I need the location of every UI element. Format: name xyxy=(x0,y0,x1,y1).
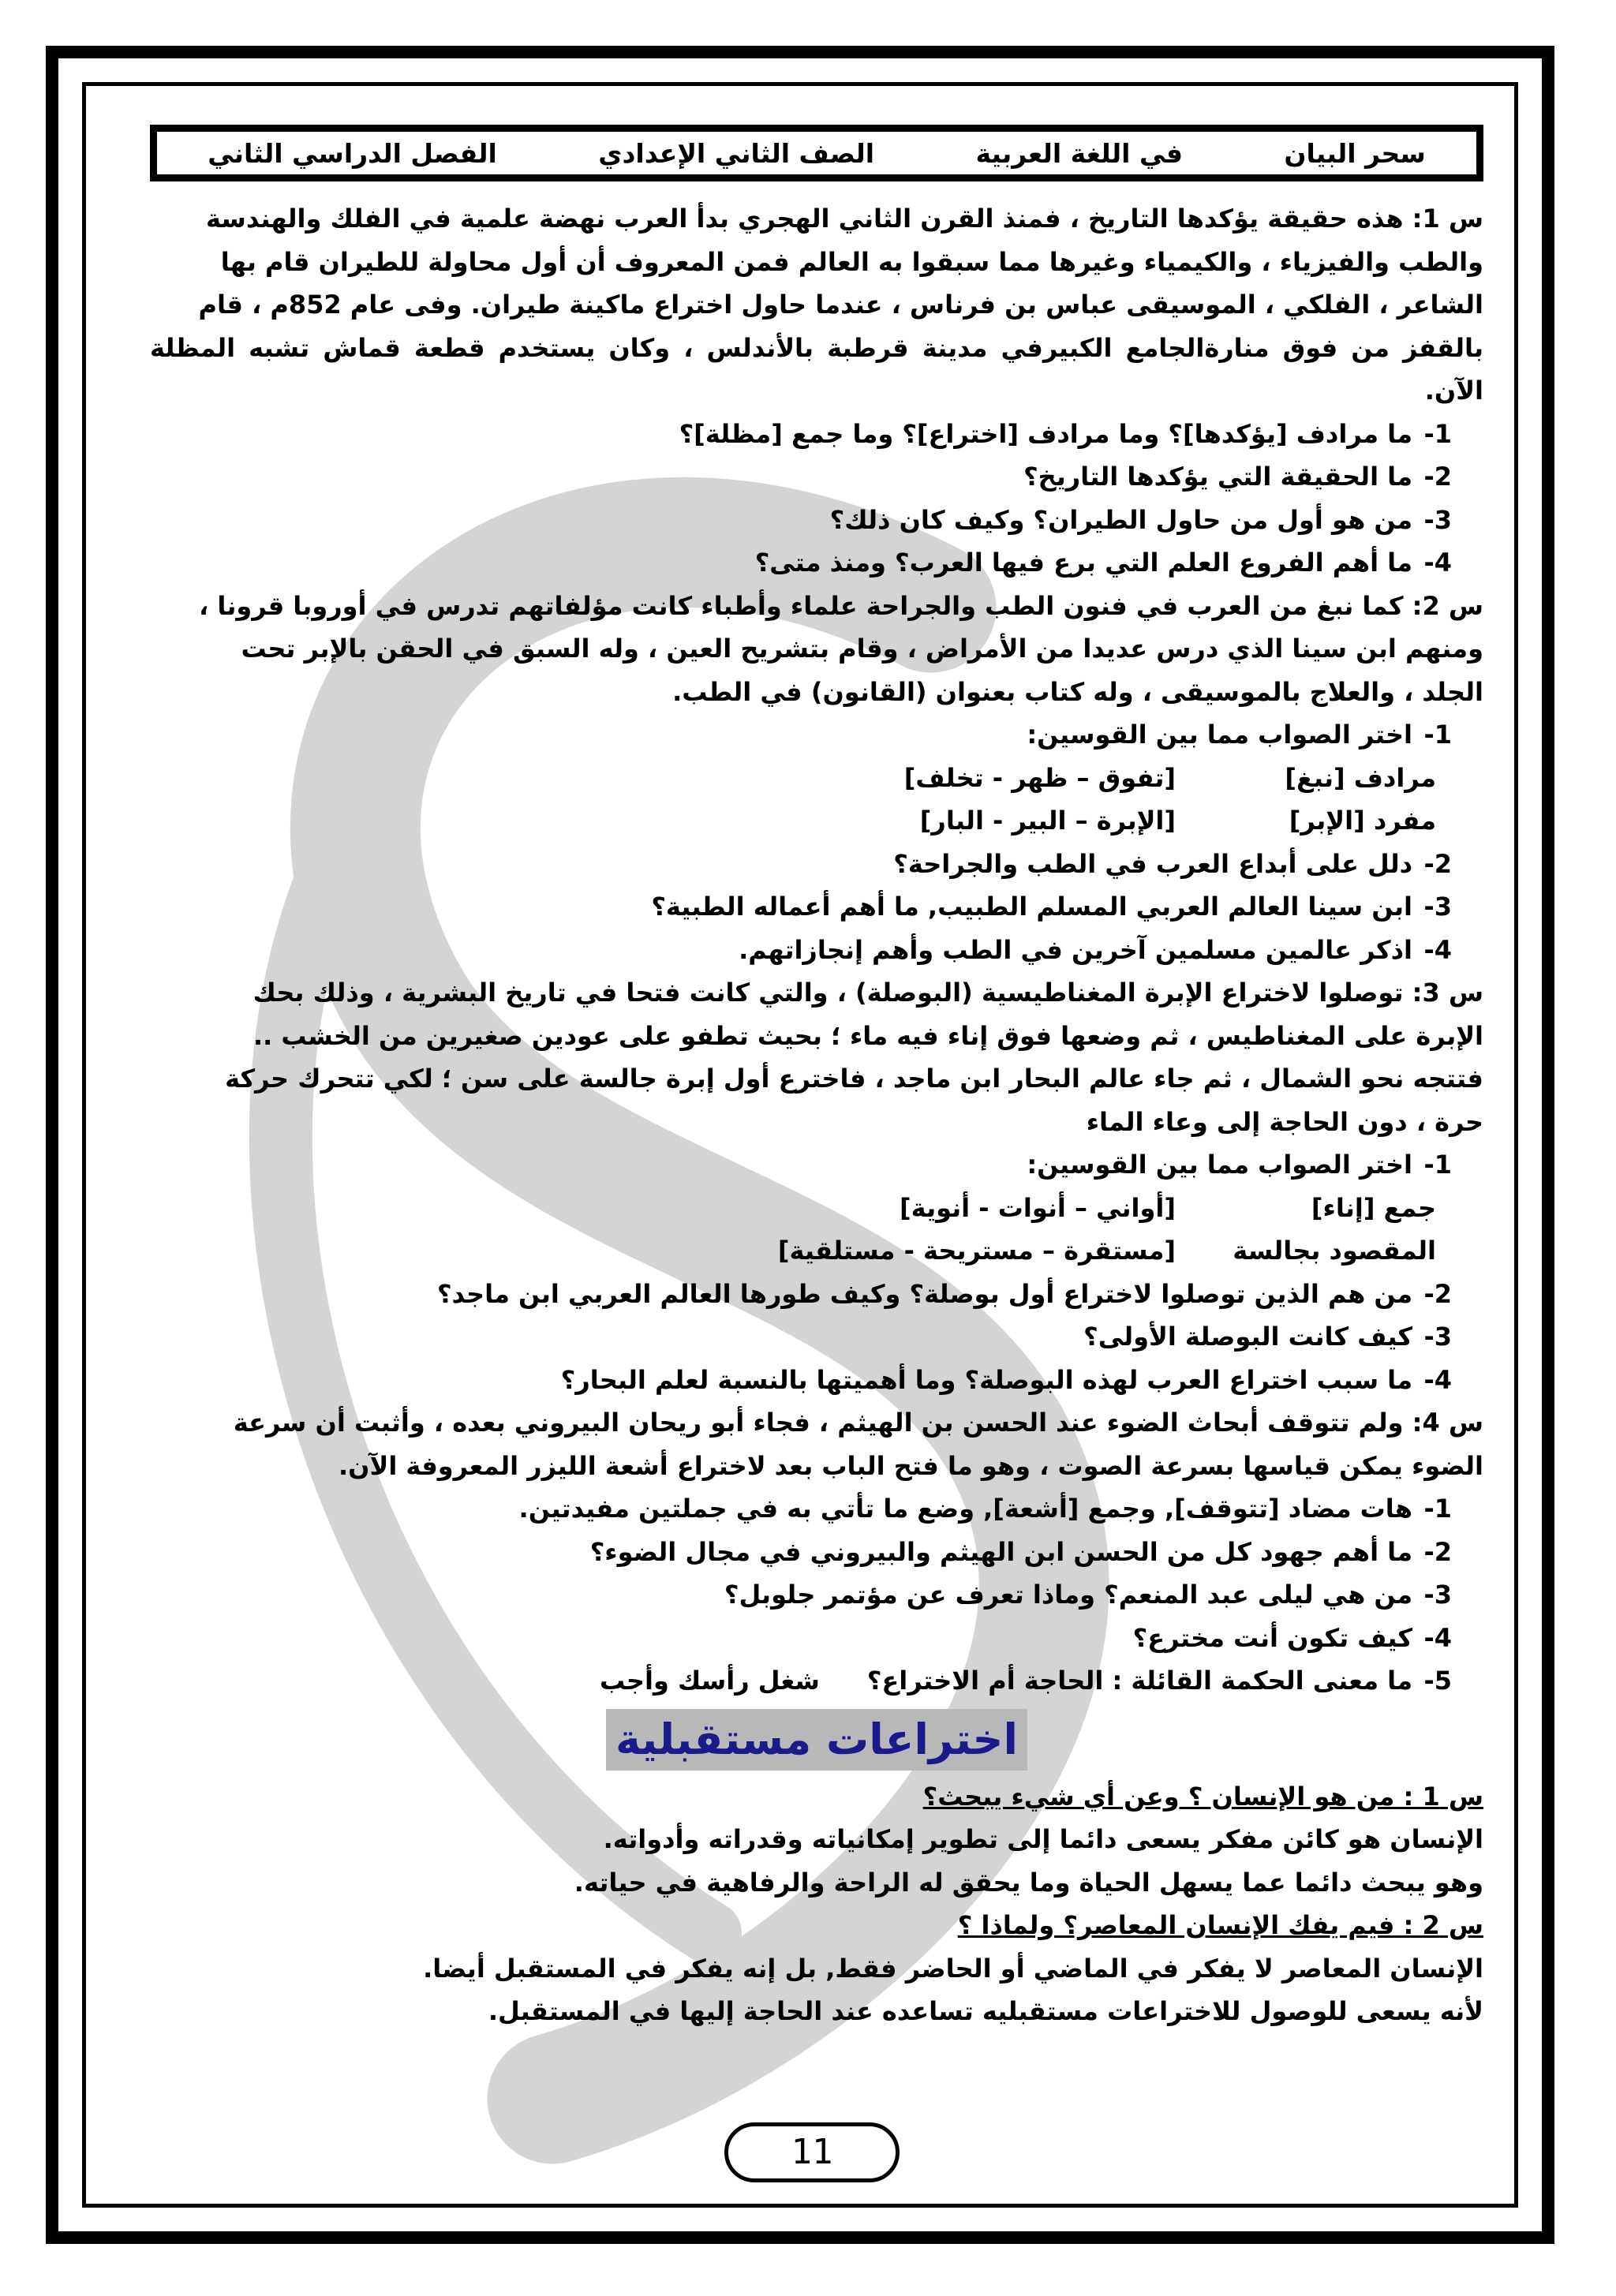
passage-line: حرة ، دون الحاجة إلى وعاء الماء xyxy=(1086,1106,1483,1137)
passage-line: فتتجه نحو الشمال ، ثم جاء عالم البحار ابن ماجد ، فاخترع أول إبرة جالسة على سن ؛ لكي تتحرك حركة xyxy=(225,1064,1483,1094)
passage-line: س 3: توصلوا لاختراع الإبرة المغناطيسية (البوصلة) ، والتي كانت فتحا في تاريخ البشرية ، وذلك بحك xyxy=(252,978,1483,1008)
header-bar xyxy=(150,125,1483,181)
question-item: 3-من هو أول من حاول الطيران؟ وكيف كان ذلك؟ xyxy=(829,504,1452,535)
choice-row: المقصود بجالسة [مستقرة – مستريحة - مستلقية] xyxy=(777,1236,1436,1266)
choice-row: جمع [إناء] [أواني – أنوات - أنوية] xyxy=(900,1192,1436,1223)
section-question: س 1 : من هو الإنسان ؟ وعن أي شيء يبحث؟ xyxy=(922,1781,1483,1812)
header-title: سحر البيان xyxy=(1284,137,1426,169)
passage-line: ومنهم ابن سينا الذي درس عديدا من الأمراض ، وقام بتشريح العين ، وله السبق في الحقن بالإبر تحت xyxy=(241,634,1483,664)
passage-line: الضوء يمكن قياسها بسرعة الصوت ، وهو ما فتح الباب بعد لاختراع أشعة الليزر المعروفة الآن. xyxy=(339,1450,1483,1481)
question-item: 3-ابن سينا العالم العربي المسلم الطبيب, ما أهم أعماله الطبية؟ xyxy=(651,892,1452,922)
question-item: 1-هات مضاد [تتوقف], وجمع [أشعة], وضع ما تأتي به في جملتين مفيدتين. xyxy=(518,1494,1452,1524)
choice-row: مفرد [الإبر] [الإبرة – البير - البار] xyxy=(919,806,1436,836)
passage-line: والطب والفيزياء ، والكيمياء وغيرها مما سبقوا به العالم فمن المعروف أن أول محاولة للطيران قام بها xyxy=(220,246,1483,277)
page-content xyxy=(150,125,1483,2113)
header-subject: في اللغة العربية xyxy=(975,137,1183,169)
question-item: 1-اختر الصواب مما بين القوسين: xyxy=(1027,720,1452,750)
question-item: 3-كيف كانت البوصلة الأولى؟ xyxy=(1083,1322,1452,1352)
question-item: 4-كيف تكون أنت مخترع؟ xyxy=(1132,1622,1452,1653)
answer-line: الإنسان هو كائن مفكر يسعى دائما إلى تطوير إمكانياته وقدراته وأدواته. xyxy=(603,1824,1483,1854)
section-question: س 2 : فيم يفك الإنسان المعاصر؟ ولماذا ؟ xyxy=(957,1910,1483,1940)
passage-line: الشاعر ، الفلكي ، الموسيقى عباس بن فرناس ، عندما حاول اختراع ماكينة طيران. وفى عام 852م ، قام xyxy=(198,290,1483,320)
tip-text: شغل رأسك وأجب xyxy=(600,1666,820,1696)
question-item: 1-ما مرادف [يؤكدها]؟ وما مرادف [اختراع]؟ وما جمع [مظلة]؟ xyxy=(679,418,1452,449)
question-item: 5-ما معنى الحكمة القائلة : الحاجة أم الاختراع؟شغل رأسك وأجب xyxy=(600,1666,1452,1696)
worksheet-body xyxy=(150,197,1483,2033)
answer-line: لأنه يسعى للوصول للاختراعات مستقبليه تساعده عند الحاجة إليها في المستقبل. xyxy=(488,1996,1483,2026)
answer-line: الإنسان المعاصر لا يفكر في الماضي أو الحاضر فقط, بل إنه يفكر في المستقبل أيضا. xyxy=(423,1953,1483,1984)
question-item: 2-ما أهم جهود كل من الحسن ابن الهيثم والبيروني في مجال الضوء؟ xyxy=(589,1536,1452,1567)
section-title-box xyxy=(150,1709,1483,1771)
question-item: 4-ما سبب اختراع العرب لهذه البوصلة؟ وما أهميتها بالنسبة لعلم البحار؟ xyxy=(560,1364,1452,1395)
passage-line: س 1: هذه حقيقة يؤكدها التاريخ ، فمنذ القرن الثاني الهجري بدأ العرب نهضة علمية في الفلك والهندسة xyxy=(205,204,1483,234)
question-item: 1-اختر الصواب مما بين القوسين: xyxy=(1027,1150,1452,1180)
question-item: 4-اذكر عالمين مسلمين آخرين في الطب وأهم إنجازاتهم. xyxy=(739,934,1452,965)
question-item: 2-من هم الذين توصلوا لاختراع أول بوصلة؟ وكيف طورها العالم العربي ابن ماجد؟ xyxy=(436,1278,1452,1309)
question-item: 2-دلل على أبداع العرب في الطب والجراحة؟ xyxy=(893,848,1452,879)
section-title: اختراعات مستقبلية xyxy=(606,1709,1027,1771)
passage-line: س 4: ولم تتوقف أبحاث الضوء عند الحسن بن الهيثم ، فجاء أبو ريحان البيروني بعده ، وأثبت أن سرعة xyxy=(233,1408,1483,1438)
question-item: 3-من هي ليلى عبد المنعم؟ وماذا تعرف عن مؤتمر جلوبل؟ xyxy=(724,1580,1452,1610)
passage-line: الإبرة على المغناطيس ، ثم وضعها فوق إناء فيه ماء ؛ بحيث تطفو على عودين صغيرين من الخشب .. xyxy=(252,1020,1483,1051)
passage-line: الجلد ، والعلاج بالموسيقى ، وله كتاب بعنوان (القانون) في الطب. xyxy=(672,676,1483,707)
passage-line: بالقفز من فوق منارةالجامع الكبيرفي مدينة قرطبة بالأندلس ، وكان يستخدم قطعة قماش تشبه المظلة الآن. xyxy=(150,332,1483,406)
page-number: 11 xyxy=(724,2122,900,2182)
choice-row: مرادف [نبغ] [تفوق – ظهر - تخلف] xyxy=(903,762,1436,793)
question-item: 4-ما أهم الفروع العلم التي برع فيها العرب؟ ومنذ متى؟ xyxy=(754,548,1452,578)
answer-line: وهو يبحث دائما عما يسهل الحياة وما يحقق له الراحة والرفاهية في حياته. xyxy=(574,1867,1483,1898)
question-item: 2-ما الحقيقة التي يؤكدها التاريخ؟ xyxy=(1023,462,1452,492)
header-grade: الصف الثاني الإعدادي xyxy=(598,137,875,169)
header-term: الفصل الدراسي الثاني xyxy=(208,137,497,169)
passage-line: س 2: كما نبغ من العرب في فنون الطب والجراحة علماء وأطباء كانت مؤلفاتهم تدرس في أوروبا قرونا ، xyxy=(199,590,1483,621)
